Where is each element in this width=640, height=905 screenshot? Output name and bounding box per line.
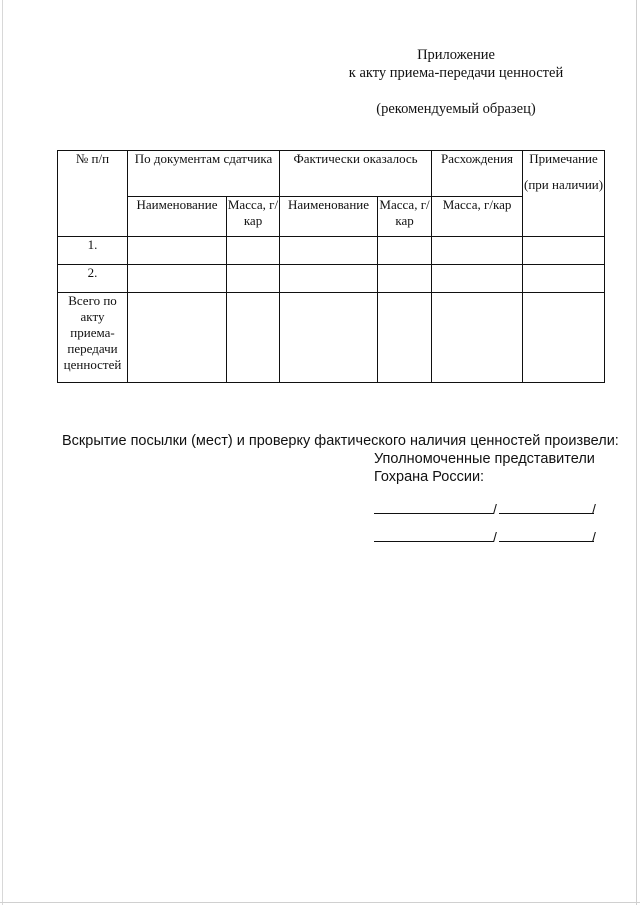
empty-cell <box>280 293 378 383</box>
empty-cell <box>227 293 280 383</box>
subheader-name-actual: Наименование <box>280 197 378 237</box>
header-documents: По документам сдатчика <box>128 151 280 197</box>
subheader-mass-documents: Масса, г/кар <box>227 197 280 237</box>
empty-cell <box>378 265 432 293</box>
empty-cell <box>280 265 378 293</box>
signature-slash: / <box>592 529 596 545</box>
signers-line-1: Уполномоченные представители <box>374 451 595 467</box>
empty-cell <box>378 237 432 265</box>
empty-cell <box>128 265 227 293</box>
header-discrepancy: Расхождения <box>432 151 523 197</box>
signers-line-2: Гохрана России: <box>374 469 485 485</box>
appendix-subtitle: к акту приема-передачи ценностей <box>348 65 564 81</box>
signature-slash: / <box>592 501 596 517</box>
scan-edge-bottom <box>0 902 640 903</box>
subheader-name-documents: Наименование <box>128 197 227 237</box>
sample-note: (рекомендуемый образец) <box>376 101 536 117</box>
table-row <box>58 237 605 265</box>
signature-line <box>374 500 598 517</box>
subheader-mass-actual: Масса, г/кар <box>378 197 432 237</box>
closing-statement: Вскрытие посылки (мест) и проверку фактического наличия ценностей произвели: <box>62 433 619 449</box>
appendix-title: Приложение <box>417 47 495 63</box>
signers-block <box>374 450 595 486</box>
signature-slash: / <box>493 501 497 517</box>
header-note <box>523 151 605 237</box>
header-number: № п/п <box>58 151 128 237</box>
header-note-label: Примечание <box>529 151 598 166</box>
table-header-row <box>58 151 605 197</box>
subheader-mass-discrepancy: Масса, г/кар <box>432 197 523 237</box>
empty-cell <box>523 293 605 383</box>
empty-cell <box>523 265 605 293</box>
signature-name-blank <box>499 513 594 514</box>
row-number: 2. <box>58 265 128 293</box>
scan-edge-left <box>2 0 3 905</box>
scan-edge-right <box>636 0 637 905</box>
table-row <box>58 265 605 293</box>
empty-cell <box>227 265 280 293</box>
empty-cell <box>128 293 227 383</box>
header-note-sub: (при наличии) <box>524 177 604 192</box>
empty-cell <box>280 237 378 265</box>
signature-name-blank <box>499 541 594 542</box>
table-total-row <box>58 293 605 383</box>
empty-cell <box>128 237 227 265</box>
total-label: Всего по акту приема-передачи ценностей <box>58 293 128 383</box>
header-actual: Фактически оказалось <box>280 151 432 197</box>
signature-slash: / <box>493 529 497 545</box>
signature-blank <box>374 513 494 514</box>
row-number: 1. <box>58 237 128 265</box>
acceptance-table <box>57 150 605 383</box>
empty-cell <box>432 265 523 293</box>
empty-cell <box>432 237 523 265</box>
signature-line <box>374 528 598 545</box>
empty-cell <box>227 237 280 265</box>
empty-cell <box>432 293 523 383</box>
signature-blank <box>374 541 494 542</box>
table-subheader-row <box>58 197 605 237</box>
empty-cell <box>378 293 432 383</box>
empty-cell <box>523 237 605 265</box>
